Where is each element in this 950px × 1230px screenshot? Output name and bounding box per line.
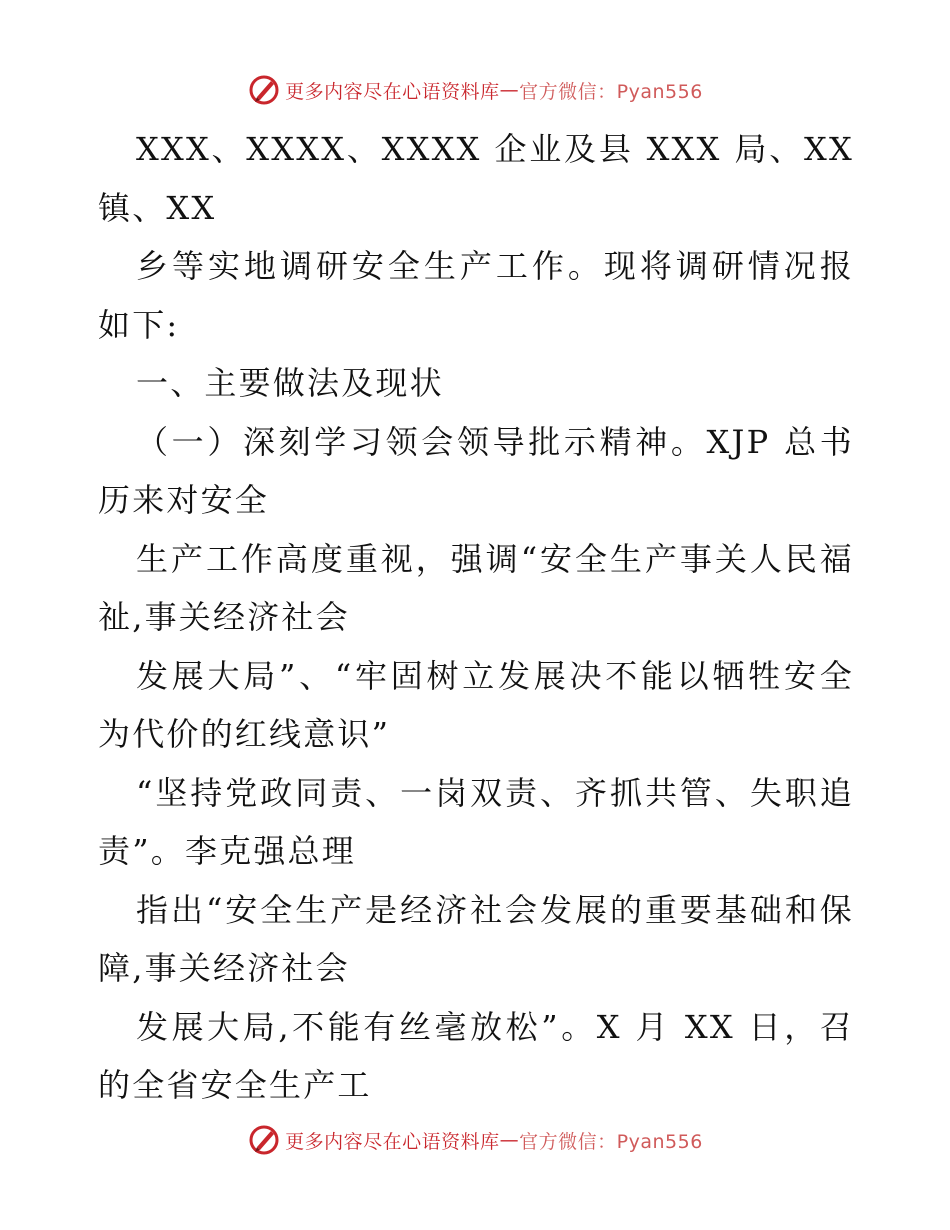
document-line: 为代价的红线意识” — [98, 715, 391, 753]
document-line: 乡等实地调研安全生产工作。现将调研情况报 — [136, 247, 854, 285]
document-line: 生产工作高度重视，强调“安全生产事关人民福 — [136, 539, 854, 578]
document-line: 祉,事关经济社会 — [98, 598, 350, 636]
watermark-title: 更多内容尽在心语资料库 — [285, 1130, 500, 1153]
document-line: 如下: — [98, 305, 180, 344]
watermark-contact: 官方微信：Pyan556 — [519, 80, 703, 103]
document-line: 的全省安全生产工 — [98, 1066, 372, 1104]
document-line: 一、主要做法及现状 — [136, 364, 444, 402]
document-line: 障,事关经济社会 — [98, 949, 350, 987]
pen-logo-icon — [247, 73, 281, 107]
document-line: 历来对安全 — [98, 481, 270, 519]
document-line: 发展大局,不能有丝毫放松”。X 月 XX 日，召 — [136, 1007, 854, 1046]
document-line: 发展大局”、“牢固树立发展决不能以牺牲安全 — [136, 656, 854, 695]
watermark-dash: — — [499, 79, 520, 101]
document-line: “坚持党政同责、一岗双责、齐抓共管、失职追 — [136, 773, 854, 812]
watermark-title: 更多内容尽在心语资料库 — [285, 80, 500, 103]
document-body — [98, 120, 854, 1110]
watermark-dash: — — [499, 1129, 520, 1151]
footer-watermark — [0, 1120, 950, 1160]
document-line: 责”。李克强总理 — [98, 832, 356, 870]
pen-logo-icon — [247, 1123, 281, 1157]
header-watermark — [0, 70, 950, 110]
document-line: 指出“安全生产是经济社会发展的重要基础和保 — [136, 890, 854, 929]
document-line: 镇、XX — [98, 188, 217, 227]
document-line: （一）深刻学习领会领导批示精神。XJP 总书 — [136, 422, 854, 461]
watermark-contact: 官方微信：Pyan556 — [519, 1130, 703, 1153]
document-line: XXX、XXXX、XXXX 企业及县 XXX 局、XX — [136, 130, 854, 168]
